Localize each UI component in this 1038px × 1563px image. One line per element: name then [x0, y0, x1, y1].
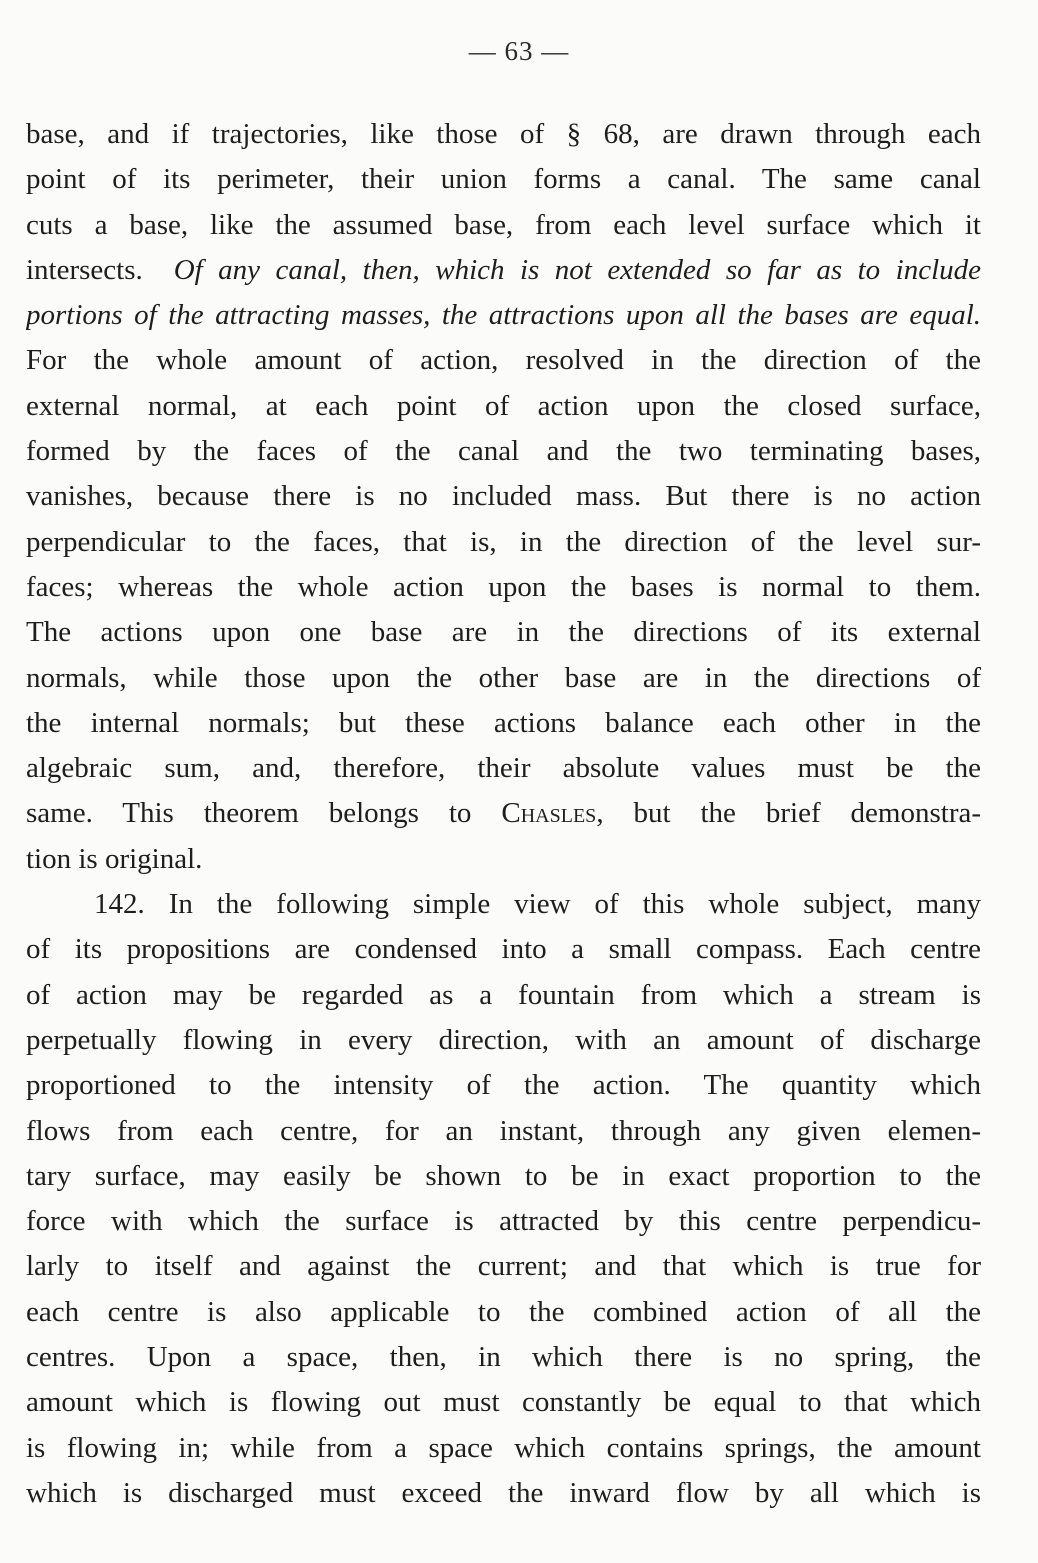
text-line: formed by the faces of the canal and the two terminating bases, [26, 435, 981, 468]
text-line-italic: portions of the attracting masses, the attractions upon all the bases are equal. [26, 299, 981, 332]
text-line: flows from each centre, for an instant, through any given elemen- [26, 1114, 981, 1147]
text-line: force with which the surface is attracted by this centre perpendicu- [26, 1205, 981, 1238]
text-line: algebraic sum, and, therefore, their absolute values must be the [26, 752, 981, 785]
text-line: larly to itself and against the current; and that which is true for [26, 1250, 981, 1283]
text-line-mixed [26, 248, 981, 293]
text-roman-segment: same. This theorem belongs to [26, 797, 472, 830]
text-line: For the whole amount of action, resolved in the direction of the [26, 344, 981, 377]
text-line: of action may be regarded as a fountain from which a stream is [26, 978, 981, 1011]
text-line: each centre is also applicable to the combined action of all the [26, 1295, 981, 1328]
text-line: tion is original. [26, 842, 203, 875]
paragraph-first-line: 142. In the following simple view of this whole subject, many [94, 888, 981, 921]
text-line: is flowing in; while from a space which contains springs, the amount [26, 1431, 981, 1464]
text-line: The actions upon one base are in the directions of its external [26, 616, 981, 649]
text-roman-segment: intersects. [26, 253, 143, 286]
text-line: point of its perimeter, their union forms a canal. The same canal [26, 163, 981, 196]
text-line: amount which is flowing out must constantly be equal to that which [26, 1386, 981, 1419]
text-line: vanishes, because there is no included mass. But there is no action [26, 480, 981, 513]
author-name: Chasles [501, 797, 597, 830]
text-italic-segment: Of any canal, then, which is not extended so far as to include [173, 253, 981, 286]
text-line: perpetually flowing in every direction, with an amount of discharge [26, 1023, 981, 1056]
text-line: normals, while those upon the other base are in the directions of [26, 661, 981, 694]
text-line: proportioned to the intensity of the action. The quantity which [26, 1069, 981, 1102]
text-line: faces; whereas the whole action upon the bases is normal to them. [26, 570, 981, 603]
text-roman-segment: , but the brief demonstra- [596, 797, 981, 830]
text-line: the internal normals; but these actions balance each other in the [26, 706, 981, 739]
text-line: cuts a base, like the assumed base, from each level surface which it [26, 208, 981, 241]
text-line: external normal, at each point of action upon the closed surface, [26, 389, 981, 422]
text-line: of its propositions are condensed into a small compass. Each centre [26, 933, 981, 966]
text-line: perpendicular to the faces, that is, in the direction of the level sur- [26, 525, 981, 558]
text-line: base, and if trajectories, like those of § 68, are drawn through each [26, 118, 981, 150]
page-number: — 63 — [468, 36, 570, 66]
text-line: which is discharged must exceed the inward flow by all which is [26, 1476, 981, 1509]
text-line: tary surface, may easily be shown to be in exact proportion to the [26, 1159, 981, 1192]
text-line: centres. Upon a space, then, in which there is no spring, the [26, 1341, 981, 1374]
text-line-mixed [26, 791, 981, 836]
body-text [26, 112, 981, 1516]
